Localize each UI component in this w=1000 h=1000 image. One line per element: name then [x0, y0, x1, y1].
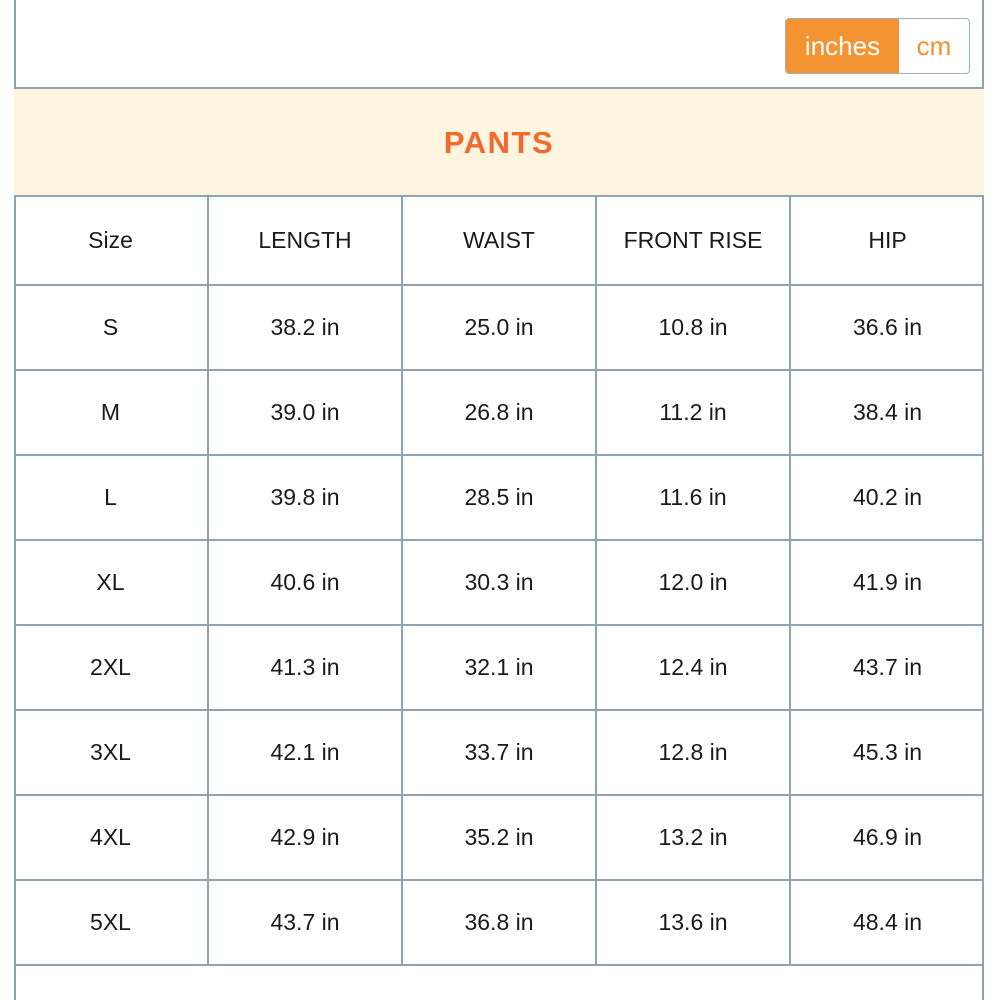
cell-size: S: [14, 285, 208, 370]
cell-length: 42.9 in: [208, 795, 402, 880]
cell-waist: 36.8 in: [402, 880, 596, 965]
cell-length: 43.7 in: [208, 880, 402, 965]
cell-hip: 46.9 in: [790, 795, 984, 880]
cell-size: 3XL: [14, 710, 208, 795]
cell-size: 4XL: [14, 795, 208, 880]
cell-length: 41.3 in: [208, 625, 402, 710]
cell-front-rise: 10.8 in: [596, 285, 790, 370]
cell-hip: 41.9 in: [790, 540, 984, 625]
cell-front-rise: 12.4 in: [596, 625, 790, 710]
unit-toggle[interactable]: [785, 18, 970, 74]
cell-waist: 32.1 in: [402, 625, 596, 710]
cell-length: 39.0 in: [208, 370, 402, 455]
title-band: [14, 87, 984, 196]
cell-hip: 40.2 in: [790, 455, 984, 540]
cell-size: 5XL: [14, 880, 208, 965]
table-row: [14, 710, 984, 795]
cell-hip: 38.4 in: [790, 370, 984, 455]
header-front-rise: FRONT RISE: [596, 196, 790, 285]
table-row: [14, 455, 984, 540]
chart-title: PANTS: [443, 124, 555, 160]
cell-hip: 36.6 in: [790, 285, 984, 370]
cell-size: M: [14, 370, 208, 455]
size-table: [14, 195, 984, 966]
cell-waist: 25.0 in: [402, 285, 596, 370]
table-row: [14, 880, 984, 965]
cell-front-rise: 12.8 in: [596, 710, 790, 795]
header-size: Size: [14, 196, 208, 285]
table-header-row: [14, 196, 984, 285]
table-row: [14, 540, 984, 625]
cell-size: XL: [14, 540, 208, 625]
cell-front-rise: 13.2 in: [596, 795, 790, 880]
cell-hip: 45.3 in: [790, 710, 984, 795]
table-row: [14, 625, 984, 710]
cell-length: 39.8 in: [208, 455, 402, 540]
cell-size: 2XL: [14, 625, 208, 710]
header-hip: HIP: [790, 196, 984, 285]
cell-front-rise: 11.2 in: [596, 370, 790, 455]
cell-front-rise: 12.0 in: [596, 540, 790, 625]
cell-waist: 30.3 in: [402, 540, 596, 625]
cell-size: L: [14, 455, 208, 540]
cell-waist: 33.7 in: [402, 710, 596, 795]
header-length: LENGTH: [208, 196, 402, 285]
cell-length: 40.6 in: [208, 540, 402, 625]
header-waist: WAIST: [402, 196, 596, 285]
cell-length: 38.2 in: [208, 285, 402, 370]
unit-option-cm[interactable]: cm: [916, 30, 952, 61]
cell-waist: 35.2 in: [402, 795, 596, 880]
cell-waist: 28.5 in: [402, 455, 596, 540]
cell-hip: 48.4 in: [790, 880, 984, 965]
cell-hip: 43.7 in: [790, 625, 984, 710]
table-row: [14, 795, 984, 880]
cell-length: 42.1 in: [208, 710, 402, 795]
table-row: [14, 370, 984, 455]
cell-front-rise: 11.6 in: [596, 455, 790, 540]
table-row: [14, 285, 984, 370]
cell-front-rise: 13.6 in: [596, 880, 790, 965]
unit-option-inches[interactable]: inches: [786, 19, 899, 73]
cell-waist: 26.8 in: [402, 370, 596, 455]
